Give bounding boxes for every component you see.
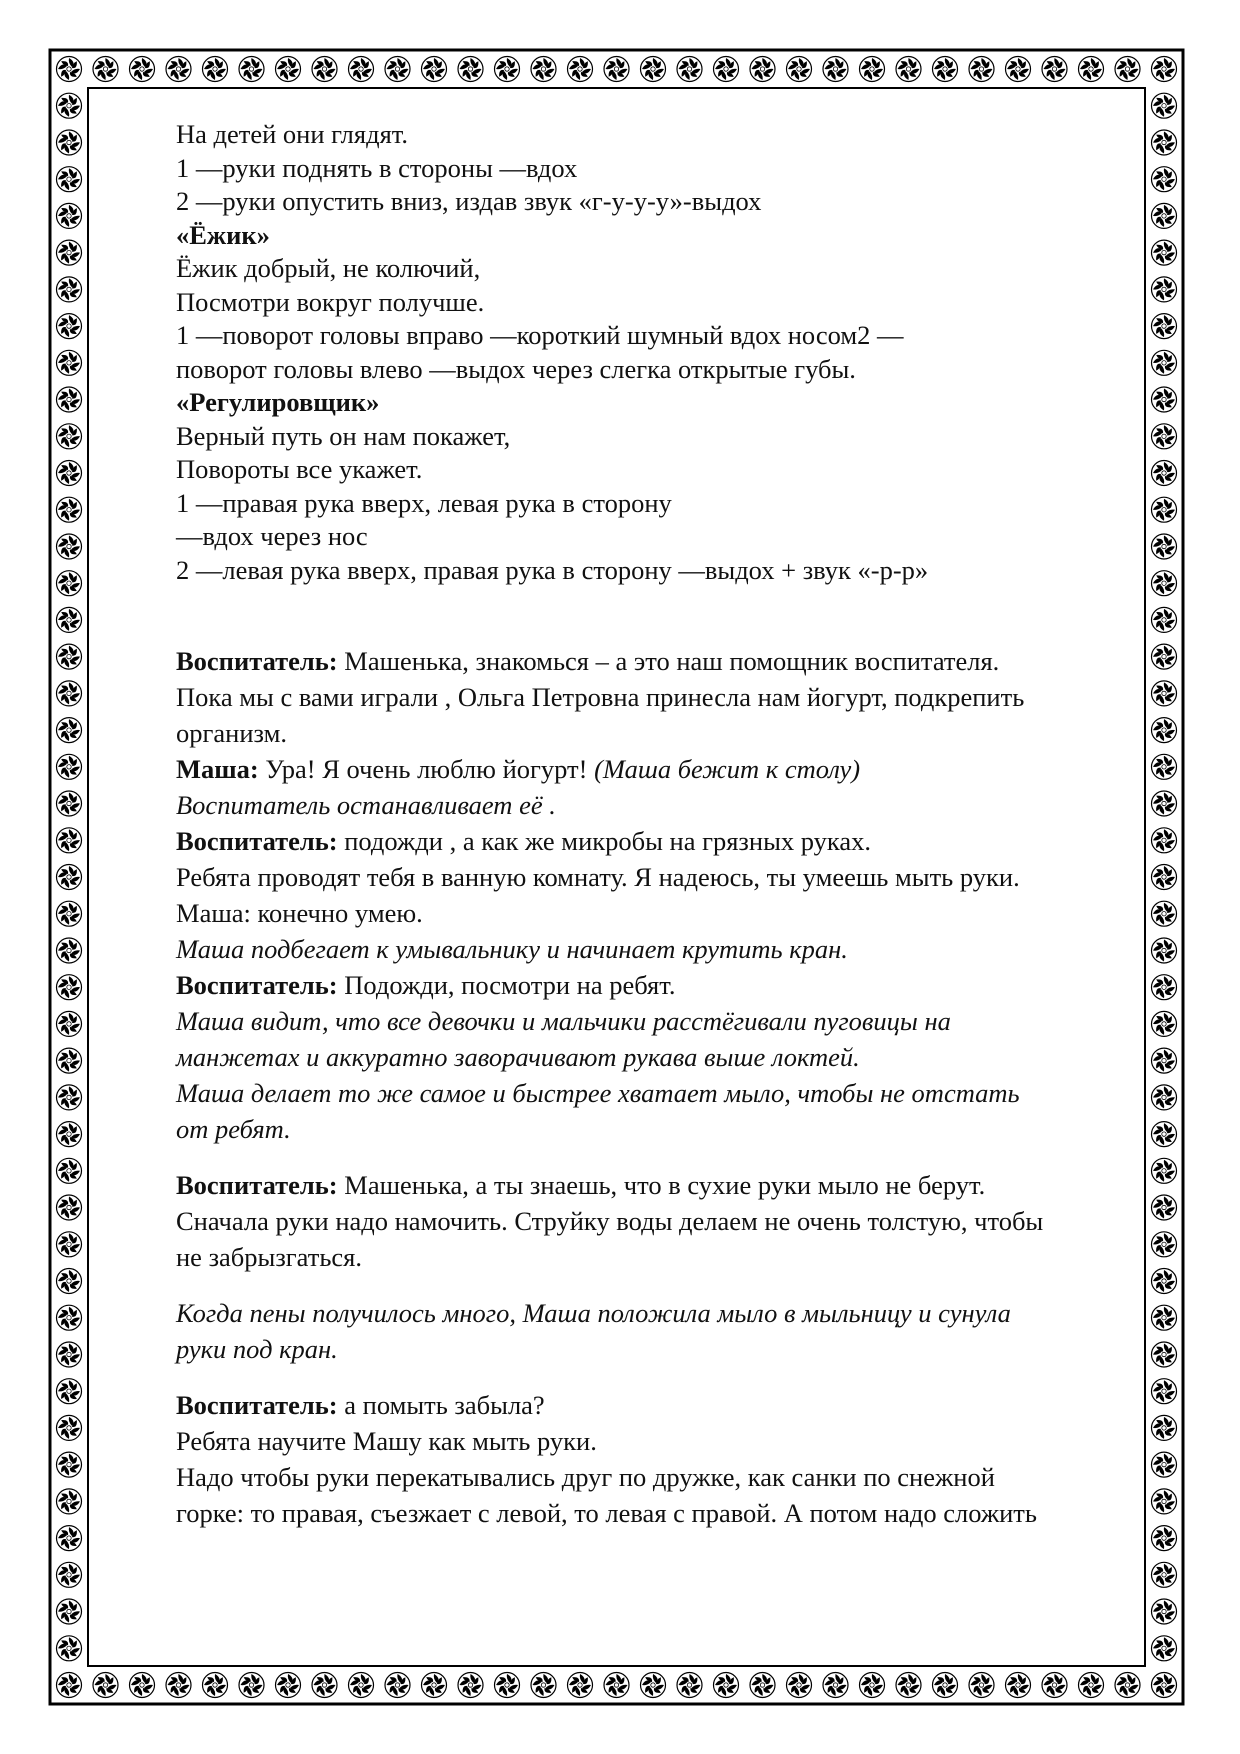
flower-ornament-icon [1006, 1673, 1031, 1698]
dialogue-line [176, 967, 1140, 1003]
flower-ornament-icon [787, 1673, 812, 1698]
flower-ornament-icon [1152, 167, 1177, 192]
dialogue-line [176, 643, 1140, 679]
speech-text: а помыть забыла? [337, 1390, 545, 1420]
speaker-label: Воспитатель: [176, 646, 338, 676]
stage-direction: Когда пены получилось много, Маша положила мыло в мыльницу и сунула [176, 1298, 1011, 1328]
flower-ornament-icon [203, 57, 228, 82]
flower-ornament-icon [1079, 57, 1104, 82]
flower-ornament-icon [57, 865, 82, 890]
flower-ornament-icon [166, 57, 191, 82]
flower-ornament-icon [57, 57, 82, 82]
flower-ornament-icon [57, 203, 82, 228]
stage-direction: Маша видит, что все девочки и мальчики расстёгивали пуговицы на [176, 1006, 951, 1036]
speech-text: подожди , а как же микробы на грязных руках. [337, 826, 872, 856]
spacer [176, 1147, 1140, 1167]
flower-ornament-icon [57, 1489, 82, 1514]
dialogue-line [176, 1167, 1140, 1203]
flower-ornament-icon [1006, 57, 1031, 82]
flower-ornament-icon [239, 1673, 264, 1698]
flower-ornament-icon [1152, 130, 1177, 155]
dialogue-line [176, 1387, 1140, 1423]
flower-ornament-icon [969, 57, 994, 82]
flower-ornament-icon [1152, 791, 1177, 816]
flower-ornament-icon [57, 571, 82, 596]
flower-ornament-icon [57, 607, 82, 632]
flower-ornament-icon [57, 240, 82, 265]
dialogue-line [176, 823, 1140, 859]
flower-ornament-icon [57, 314, 82, 339]
flower-ornament-icon [1152, 424, 1177, 449]
flower-ornament-icon [93, 57, 118, 82]
flower-ornament-icon [1152, 203, 1177, 228]
spacer [176, 587, 1140, 643]
flower-ornament-icon [1152, 901, 1177, 926]
flower-ornament-icon [57, 1379, 82, 1404]
flower-ornament-icon [57, 1195, 82, 1220]
flower-ornament-icon [604, 1673, 629, 1698]
flower-ornament-icon [57, 1562, 82, 1587]
flower-ornament-icon [1042, 57, 1067, 82]
stage-direction: (Маша бежит к столу) [594, 754, 861, 784]
flower-ornament-icon [57, 167, 82, 192]
flower-ornament-icon [57, 497, 82, 522]
flower-ornament-icon [1042, 1673, 1067, 1698]
flower-ornament-icon [933, 1673, 958, 1698]
flower-ornament-icon [57, 387, 82, 412]
flower-ornament-icon [1115, 1673, 1140, 1698]
flower-ornament-icon [750, 1673, 775, 1698]
flower-ornament-icon [57, 828, 82, 853]
flower-ornament-icon [1152, 1011, 1177, 1036]
regulator-line-5: 2 —левая рука вверх, правая рука в сторону —выдох + звук «-р-р» [176, 554, 929, 585]
flower-ornament-icon [1152, 1305, 1177, 1330]
hedgehog-line-2: Посмотри вокруг получше. [176, 286, 485, 317]
flower-ornament-icon [130, 57, 155, 82]
flower-ornament-icon [57, 1342, 82, 1367]
flower-ornament-icon [495, 57, 520, 82]
flower-ornament-icon [1152, 681, 1177, 706]
stage-direction: руки под кран. [176, 1334, 338, 1364]
flower-ornament-icon [1152, 1452, 1177, 1477]
flower-ornament-icon [1152, 1526, 1177, 1551]
flower-ornament-icon [1152, 828, 1177, 853]
hedgehog-title: «Ёжик» [176, 219, 270, 250]
flower-ornament-icon [1152, 387, 1177, 412]
flower-ornament-icon [93, 1673, 118, 1698]
flower-ornament-icon [57, 1636, 82, 1661]
flower-ornament-icon [57, 1452, 82, 1477]
dialogue-line: организм. [176, 718, 287, 748]
flower-ornament-icon [1152, 277, 1177, 302]
flower-ornament-icon [750, 57, 775, 82]
flower-ornament-icon [166, 1673, 191, 1698]
flower-ornament-icon [1152, 1489, 1177, 1514]
flower-ornament-icon [1152, 534, 1177, 559]
flower-ornament-icon [203, 1673, 228, 1698]
owl-line-2: 1 —руки поднять в стороны —вдох [176, 152, 578, 183]
flower-ornament-icon [933, 57, 958, 82]
flower-ornament-icon [677, 57, 702, 82]
speech-text: Машенька, знакомься – а это наш помощник воспитателя. [337, 646, 1000, 676]
dialogue-line: Надо чтобы руки перекатывались друг по дружке, как санки по снежной [176, 1462, 995, 1492]
flower-ornament-icon [1152, 865, 1177, 890]
flower-ornament-icon [1152, 571, 1177, 596]
stage-direction: Маша подбегает к умывальнику и начинает крутить кран. [176, 934, 848, 964]
flower-ornament-icon [312, 1673, 337, 1698]
flower-ornament-icon [860, 57, 885, 82]
flower-ornament-icon [1079, 1673, 1104, 1698]
flower-ornament-icon [57, 1158, 82, 1183]
dialogue-line: не забрызгаться. [176, 1242, 362, 1272]
flower-ornament-icon [714, 57, 739, 82]
flower-ornament-icon [422, 1673, 447, 1698]
flower-ornament-icon [568, 1673, 593, 1698]
flower-ornament-icon [1152, 1269, 1177, 1294]
dialogue-line: Ребята проводят тебя в ванную комнату. Я надеюсь, ты умеешь мыть руки. [176, 862, 1020, 892]
flower-ornament-icon [239, 57, 264, 82]
flower-ornament-icon [57, 424, 82, 449]
owl-line-3: 2 —руки опустить вниз, издав звук «г-у-у-у»-выдох [176, 186, 762, 216]
flower-ornament-icon [422, 57, 447, 82]
speaker-label: Воспитатель: [176, 826, 338, 856]
flower-ornament-icon [860, 1673, 885, 1698]
flower-ornament-icon [1152, 240, 1177, 265]
flower-ornament-icon [57, 130, 82, 155]
flower-ornament-icon [714, 1673, 739, 1698]
regulator-line-4: —вдох через нос [176, 521, 368, 551]
flower-ornament-icon [1152, 938, 1177, 963]
regulator-line-1: Верный путь он нам покажет, [176, 420, 511, 451]
flower-ornament-icon [1152, 754, 1177, 779]
regulator-line-3: 1 —правая рука вверх, левая рука в сторону [176, 487, 672, 518]
flower-ornament-icon [1152, 718, 1177, 743]
stage-direction: манжетах и аккуратно заворачивают рукава выше локтей. [176, 1042, 860, 1072]
speaker-label: Воспитатель: [176, 1390, 338, 1420]
flower-ornament-icon [1152, 1379, 1177, 1404]
flower-ornament-icon [57, 718, 82, 743]
flower-ornament-icon [57, 1599, 82, 1624]
flower-ornament-icon [823, 57, 848, 82]
flower-ornament-icon [969, 1673, 994, 1698]
hedgehog-line-4: поворот головы влево —выдох через слегка открытые губы. [176, 353, 856, 384]
flower-ornament-icon [57, 975, 82, 1000]
speaker-label: Воспитатель: [176, 970, 338, 1000]
flower-ornament-icon [1152, 1342, 1177, 1367]
flower-ornament-icon [458, 57, 483, 82]
flower-ornament-icon [641, 1673, 666, 1698]
flower-ornament-icon [57, 754, 82, 779]
flower-ornament-icon [1152, 497, 1177, 522]
flower-ornament-icon [276, 1673, 301, 1698]
flower-ornament-icon [57, 1048, 82, 1073]
flower-ornament-icon [312, 57, 337, 82]
flower-ornament-icon [1152, 607, 1177, 632]
flower-ornament-icon [1152, 1158, 1177, 1183]
speaker-label: Воспитатель: [176, 1170, 338, 1200]
flower-ornament-icon [787, 57, 812, 82]
flower-ornament-icon [57, 1232, 82, 1257]
flower-ornament-icon [604, 57, 629, 82]
flower-ornament-icon [57, 1305, 82, 1330]
flower-ornament-icon [1152, 1415, 1177, 1440]
flower-ornament-icon [1152, 1673, 1177, 1698]
flower-ornament-icon [1152, 1122, 1177, 1147]
flower-ornament-icon [57, 681, 82, 706]
flower-ornament-icon [677, 1673, 702, 1698]
flower-ornament-icon [896, 1673, 921, 1698]
flower-ornament-icon [458, 1673, 483, 1698]
dialogue-line: Ребята научите Машу как мыть руки. [176, 1426, 597, 1456]
flower-ornament-icon [57, 1526, 82, 1551]
spacer [176, 1275, 1140, 1295]
speaker-label: Маша: [176, 754, 259, 784]
flower-ornament-icon [385, 1673, 410, 1698]
dialogue-line: горке: то правая, съезжает с левой, то левая с правой. А потом надо сложить [176, 1498, 1037, 1528]
flower-ornament-icon [57, 1122, 82, 1147]
flower-ornament-icon [349, 57, 374, 82]
flower-ornament-icon [57, 644, 82, 669]
flower-ornament-icon [495, 1673, 520, 1698]
flower-ornament-icon [531, 1673, 556, 1698]
flower-ornament-icon [276, 57, 301, 82]
flower-ornament-icon [1152, 1599, 1177, 1624]
flower-ornament-icon [57, 350, 82, 375]
flower-ornament-icon [1152, 93, 1177, 118]
flower-ornament-icon [57, 93, 82, 118]
flower-ornament-icon [57, 534, 82, 559]
hedgehog-line-3: 1 —поворот головы вправо —короткий шумный вдох носом2 — [176, 320, 904, 350]
dialogue-line: Сначала руки надо намочить. Струйку воды делаем не очень толстую, чтобы [176, 1206, 1044, 1236]
stage-direction: Маша делает то же самое и быстрее хватает мыло, чтобы не отстать [176, 1078, 1020, 1108]
flower-ornament-icon [1115, 57, 1140, 82]
flower-ornament-icon [57, 461, 82, 486]
hedgehog-line-1: Ёжик добрый, не колючий, [176, 253, 481, 283]
flower-ornament-icon [1152, 57, 1177, 82]
flower-ornament-icon [1152, 1195, 1177, 1220]
flower-ornament-icon [57, 277, 82, 302]
flower-ornament-icon [1152, 1562, 1177, 1587]
speech-text: Подожди, посмотри на ребят. [337, 970, 676, 1000]
flower-ornament-icon [1152, 350, 1177, 375]
flower-ornament-icon [1152, 1085, 1177, 1110]
flower-ornament-icon [57, 901, 82, 926]
flower-ornament-icon [57, 938, 82, 963]
flower-ornament-icon [130, 1673, 155, 1698]
flower-ornament-icon [57, 1269, 82, 1294]
speech-text: Ура! Я очень люблю йогурт! [258, 754, 595, 784]
page-content [176, 118, 1140, 1531]
flower-ornament-icon [57, 1011, 82, 1036]
dialogue-line: Пока мы с вами играли , Ольга Петровна принесла нам йогурт, подкрепить [176, 682, 1025, 712]
flower-ornament-icon [1152, 1048, 1177, 1073]
stage-direction: Воспитатель останавливает её . [176, 790, 556, 820]
regulator-line-2: Повороты все укажет. [176, 454, 423, 484]
flower-ornament-icon [349, 1673, 374, 1698]
flower-ornament-icon [1152, 1636, 1177, 1661]
owl-line-1: На детей они глядят. [176, 119, 408, 149]
flower-ornament-icon [57, 1673, 82, 1698]
flower-ornament-icon [385, 57, 410, 82]
regulator-title: «Регулировщик» [176, 387, 380, 417]
stage-direction: от ребят. [176, 1114, 291, 1144]
flower-ornament-icon [1152, 644, 1177, 669]
flower-ornament-icon [1152, 314, 1177, 339]
dialogue-line [176, 751, 1140, 787]
flower-ornament-icon [1152, 1232, 1177, 1257]
flower-ornament-icon [57, 791, 82, 816]
dialogue-line: Маша: конечно умею. [176, 898, 423, 928]
flower-ornament-icon [57, 1415, 82, 1440]
speech-text: Машенька, а ты знаешь, что в сухие руки мыло не берут. [337, 1170, 986, 1200]
flower-ornament-icon [531, 57, 556, 82]
flower-ornament-icon [568, 57, 593, 82]
flower-ornament-icon [896, 57, 921, 82]
flower-ornament-icon [641, 57, 666, 82]
spacer [176, 1367, 1140, 1387]
flower-ornament-icon [57, 1085, 82, 1110]
flower-ornament-icon [823, 1673, 848, 1698]
flower-ornament-icon [1152, 975, 1177, 1000]
flower-ornament-icon [1152, 461, 1177, 486]
